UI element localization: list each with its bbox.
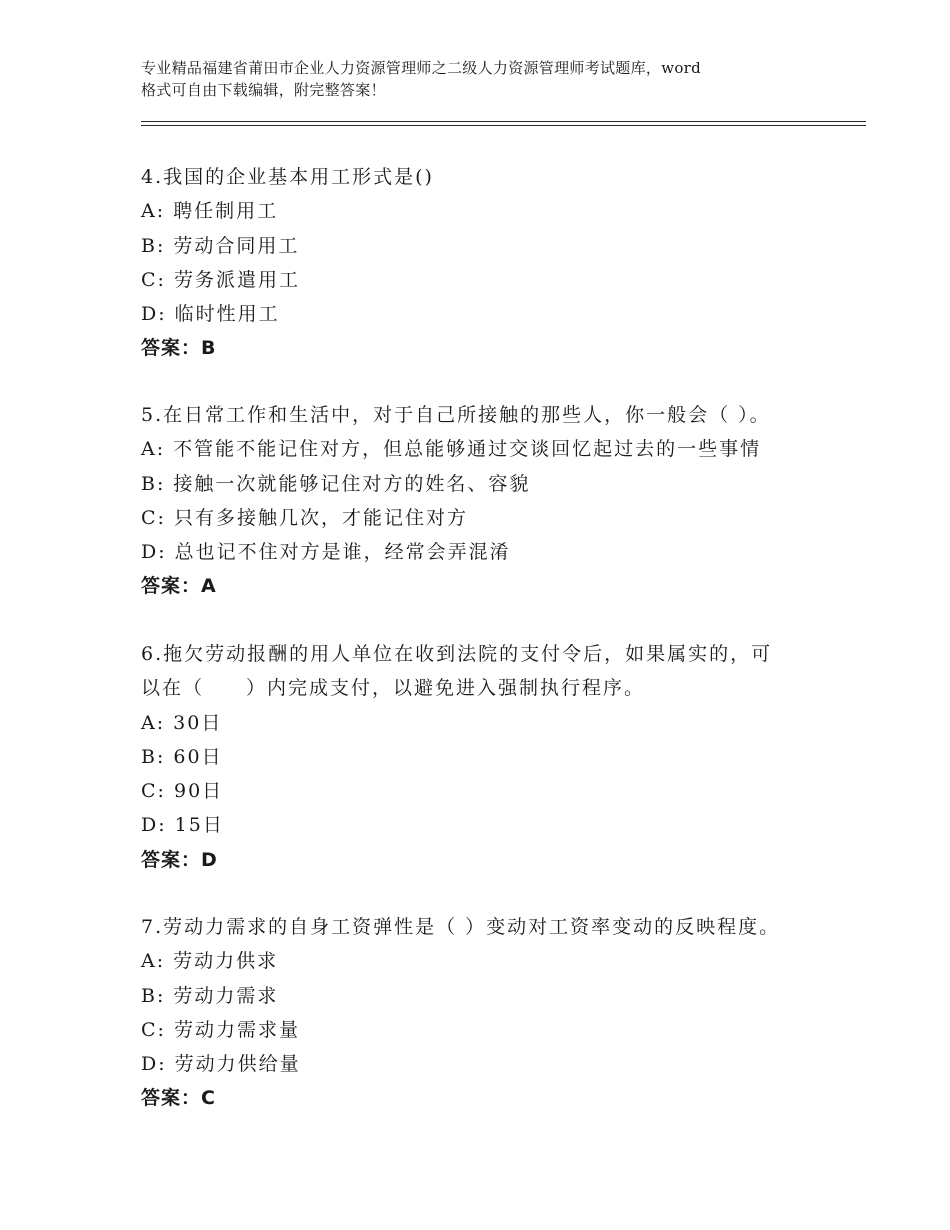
header-divider-bottom [141,125,866,126]
option-c: C: 劳动力需求量 [141,1018,300,1041]
option-c: C: 90日 [141,780,224,803]
option-b: B: 劳动合同用工 [141,234,300,257]
option-a: A: 聘任制用工 [141,200,279,223]
header-line-1: 专业精品福建省莆田市企业人力资源管理师之二级人力资源管理师考试题库，word [141,59,702,77]
answer: 答案：D [141,848,218,871]
question-stem: 5.在日常工作和生活中，对于自己所接触的那些人，你一般会（ ）。 [141,404,771,426]
option-a: A: 不管能不能记住对方，但总能够通过交谈回忆起过去的一些事情 [141,438,762,461]
answer: 答案：A [141,575,217,598]
answer: 答案：B [141,337,217,360]
question-6 [141,637,821,877]
option-b: B: 接触一次就能够记住对方的姓名、容貌 [141,472,531,495]
option-b: B: 60日 [141,745,223,768]
option-a: A: 劳动力供求 [141,950,279,973]
question-stem-line-1: 6.拖欠劳动报酬的用人单位在收到法院的支付令后，如果属实的，可 [141,643,773,665]
answer: 答案：C [141,1087,216,1110]
header-line-2: 格式可自由下载编辑，附完整答案！ [141,81,386,99]
question-stem: 4.我国的企业基本用工形式是() [141,166,434,188]
option-d: D: 临时性用工 [141,303,280,326]
option-c: C: 只有多接触几次，才能记住对方 [141,506,468,529]
document-header [141,57,841,101]
option-d: D: 15日 [141,814,224,837]
option-c: C: 劳务派遣用工 [141,268,300,291]
option-d: D: 劳动力供给量 [141,1053,301,1076]
question-stem: 7.劳动力需求的自身工资弹性是（ ）变动对工资率变动的反映程度。 [141,916,781,938]
header-divider-top [141,121,866,122]
question-4 [141,160,821,366]
option-a: A: 30日 [141,711,223,734]
option-b: B: 劳动力需求 [141,984,279,1007]
question-5 [141,398,821,604]
option-d: D: 总也记不住对方是谁，经常会弄混淆 [141,541,511,564]
question-stem-line-2: 以在（ ）内完成支付，以避免进入强制执行程序。 [141,677,646,700]
question-7 [141,910,821,1116]
